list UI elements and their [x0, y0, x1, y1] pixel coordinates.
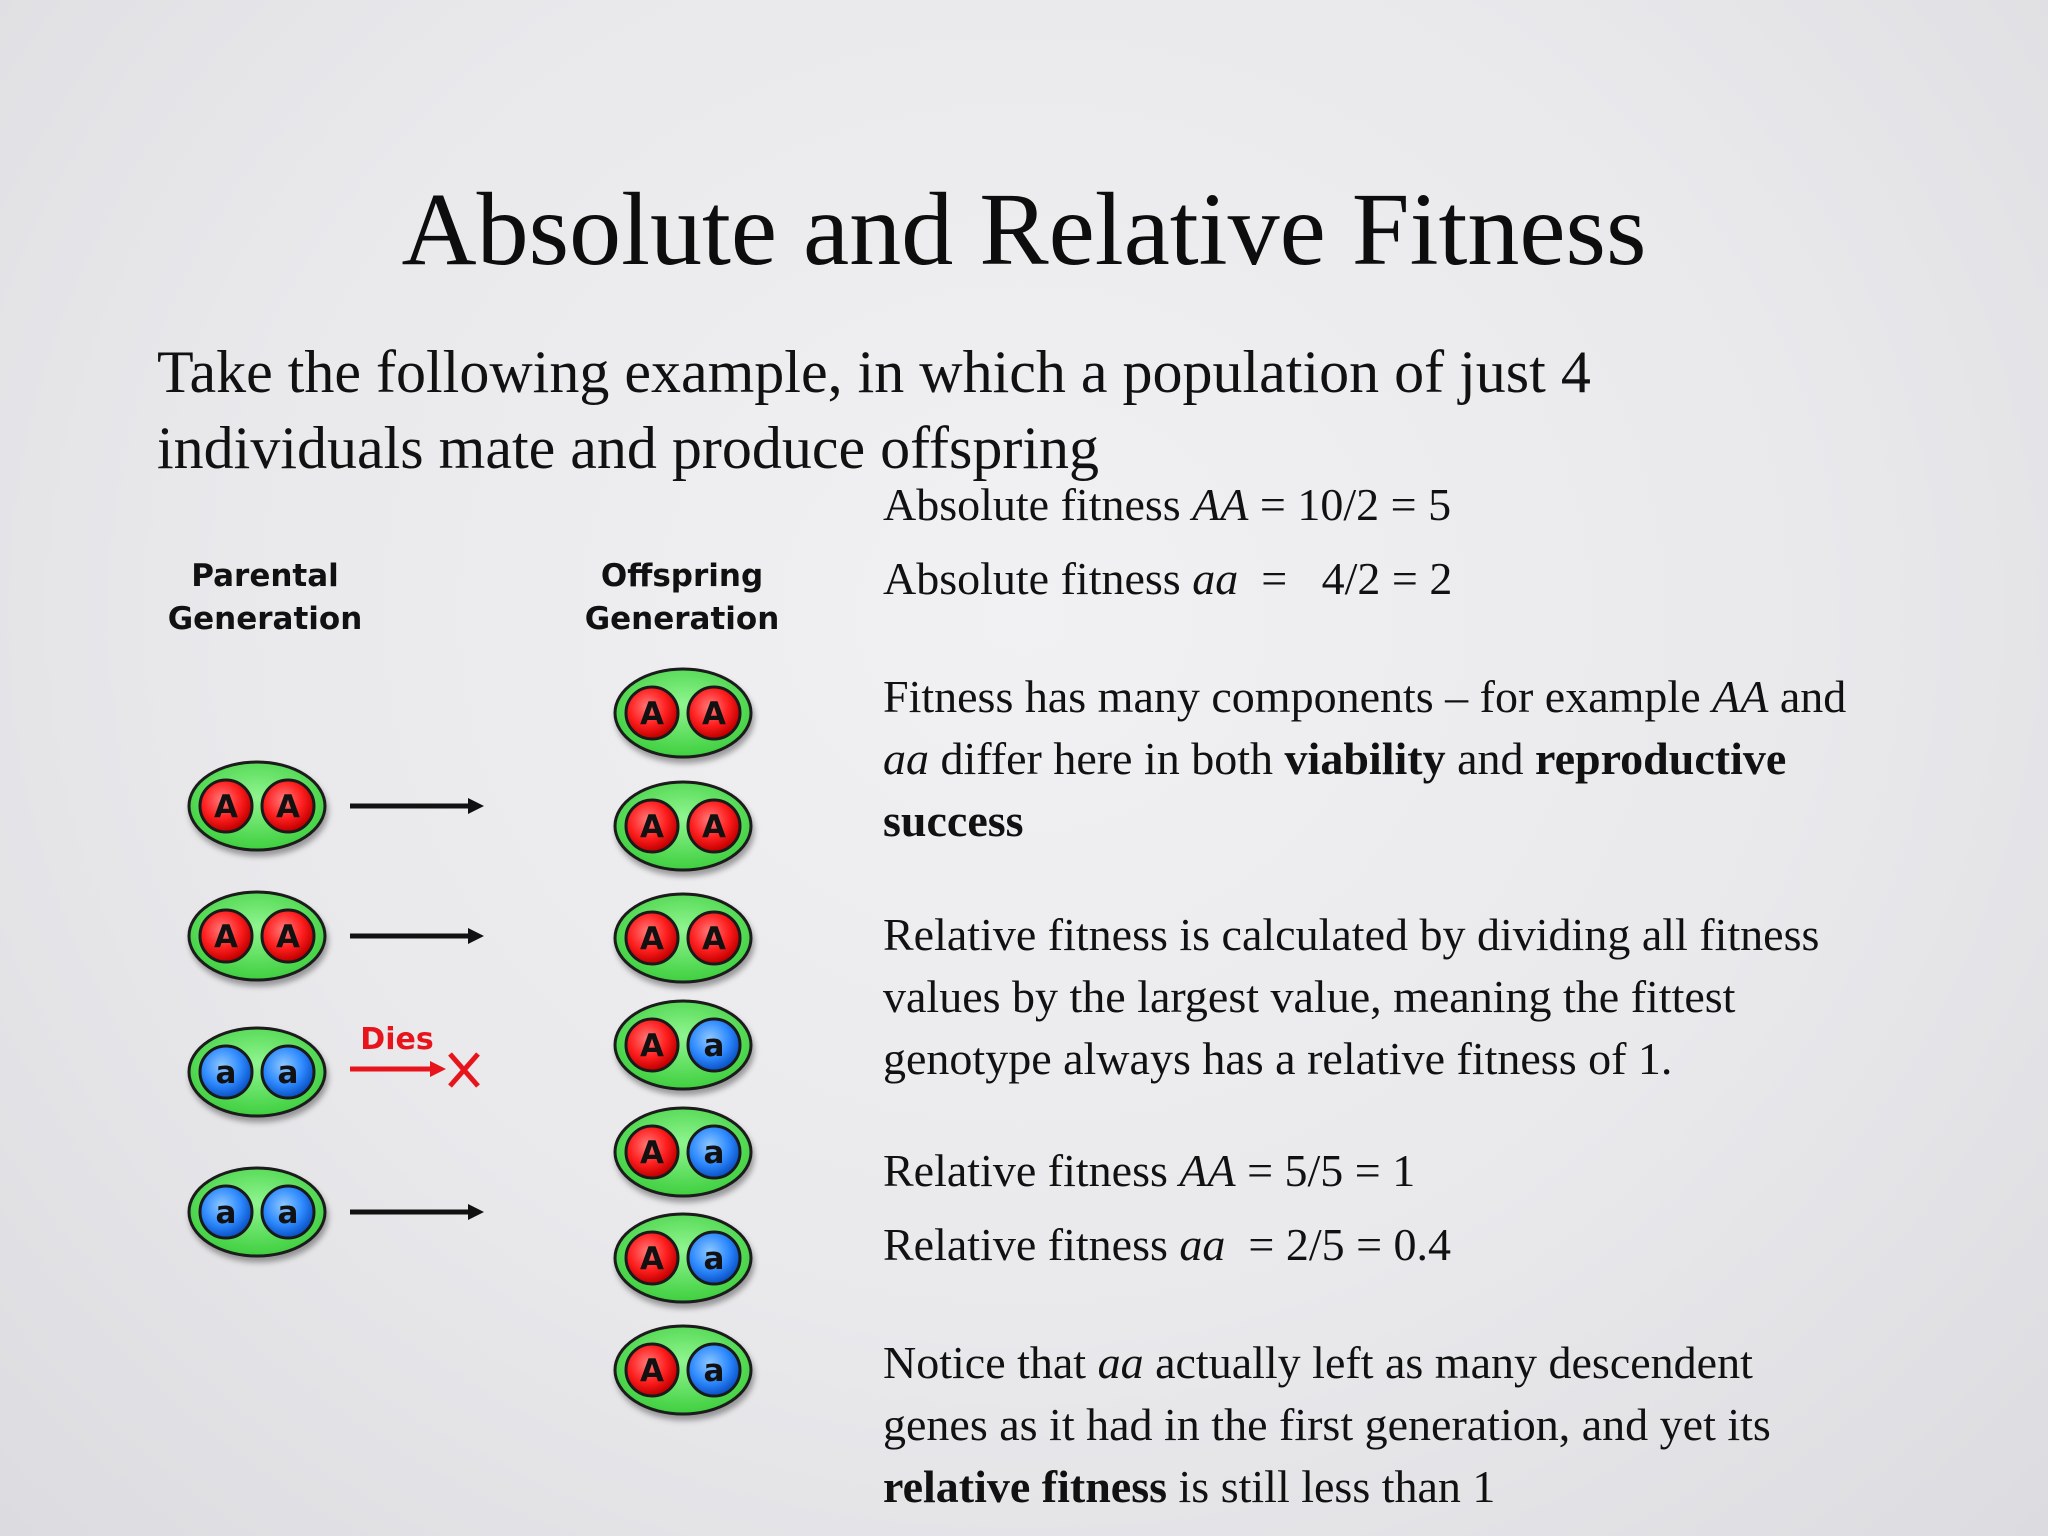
dies-arrow [350, 1061, 446, 1077]
absolute-AA-genotype: AA [1192, 479, 1249, 530]
notice-line-1 [883, 1332, 2033, 1394]
allele-label: A [640, 696, 664, 732]
offspring-label-line-1: Offspring [600, 558, 764, 594]
allele-label: A [640, 1135, 664, 1171]
allele-label: a [277, 1195, 299, 1231]
arrow-head [430, 1061, 446, 1077]
relative-fitness-AA [883, 1140, 1415, 1202]
notice-line-3 [883, 1456, 2033, 1518]
components-text-1: Fitness has many components – for example [883, 671, 1713, 722]
absolute-AA-expression: = 10/2 = 5 [1248, 479, 1452, 530]
relative-AA-expression: = 5/5 = 1 [1235, 1145, 1416, 1196]
allele-label: A [702, 809, 726, 845]
arrow-head [468, 928, 484, 944]
components-text-2: and [1768, 671, 1847, 722]
components-genotype-AA: AA [1712, 671, 1769, 722]
allele-label: A [214, 919, 238, 955]
components-text-4: and [1445, 733, 1535, 784]
allele-label: a [703, 1028, 725, 1064]
allele-label: A [276, 919, 300, 955]
relative-fitness-aa [883, 1214, 1451, 1276]
offspring-cell-4 [615, 1001, 751, 1089]
offspring-cell-3 [615, 894, 751, 982]
genotype-diagram [0, 0, 900, 1536]
allele-label: A [702, 921, 726, 957]
notice-paragraph [883, 1332, 2033, 1518]
allele-label: A [640, 1028, 664, 1064]
offspring-cell-2 [615, 782, 751, 870]
components-viability: viability [1284, 733, 1446, 784]
arrow-head [468, 798, 484, 814]
allele-label: a [703, 1135, 725, 1171]
notice-genotype-aa: aa [1097, 1337, 1144, 1388]
intro-line-1: Take the following example, in which a population of just 4 [157, 339, 1591, 405]
parent-cell-2 [189, 892, 325, 980]
fitness-components-paragraph [883, 666, 2013, 852]
parent-arrow-4 [350, 1204, 484, 1220]
allele-label: a [703, 1353, 725, 1389]
allele-label: A [640, 1241, 664, 1277]
absolute-AA-prefix: Absolute fitness [883, 479, 1193, 530]
parent-arrow-1 [350, 798, 484, 814]
relative-aa-genotype: aa [1179, 1219, 1226, 1270]
dies-x-icon [450, 1054, 478, 1086]
allele-label: A [276, 789, 300, 825]
parent-cell-1 [189, 762, 325, 850]
parent-arrow-2 [350, 928, 484, 944]
components-genotype-aa: aa [883, 733, 929, 784]
relative-def-line-3: genotype always has a relative fitness of 1. [883, 1033, 1673, 1084]
relative-aa-prefix: Relative fitness [883, 1219, 1180, 1270]
notice-relative-fitness: relative fitness [883, 1461, 1168, 1512]
intro-line-2: individuals mate and produce offspring [157, 415, 1100, 481]
offspring-group [615, 669, 751, 1414]
offspring-label-line-2: Generation [584, 601, 780, 637]
allele-label: A [640, 1353, 664, 1389]
components-success: success [883, 795, 1024, 846]
components-line-2 [883, 728, 2013, 790]
arrow-head [468, 1204, 484, 1220]
dies-label: Dies [360, 1022, 434, 1057]
parent-cell-3 [189, 1028, 325, 1116]
slide-title: Absolute and Relative Fitness [401, 172, 1647, 287]
absolute-fitness-aa [883, 548, 1452, 610]
relative-aa-expression: = 2/5 = 0.4 [1225, 1219, 1452, 1270]
notice-line-2: genes as it had in the first generation, and yet its [883, 1399, 1771, 1450]
relative-AA-genotype: AA [1179, 1145, 1236, 1196]
relative-def-line-2: values by the largest value, meaning the fittest [883, 971, 1736, 1022]
offspring-cell-7 [615, 1326, 751, 1414]
relative-fitness-definition [883, 904, 2013, 1090]
offspring-cell-1 [615, 669, 751, 757]
allele-label: a [703, 1241, 725, 1277]
absolute-aa-expression: = 4/2 = 2 [1238, 553, 1453, 604]
components-text-3: differ here in both [929, 733, 1285, 784]
allele-label: a [277, 1055, 299, 1091]
allele-label: A [640, 809, 664, 845]
components-reproductive: reproductive [1535, 733, 1787, 784]
parental-label-line-2: Generation [167, 601, 363, 637]
parental-label-line-1: Parental [191, 558, 339, 594]
relative-AA-prefix: Relative fitness [883, 1145, 1180, 1196]
allele-label: A [702, 696, 726, 732]
notice-text-1: Notice that [883, 1337, 1098, 1388]
absolute-fitness-AA [883, 474, 1451, 536]
components-line-3 [883, 790, 2013, 852]
allele-label: A [640, 921, 664, 957]
notice-text-2: actually left as many descendent [1143, 1337, 1753, 1388]
allele-label: a [215, 1195, 237, 1231]
allele-label: A [214, 789, 238, 825]
parent-cell-4 [189, 1168, 325, 1256]
offspring-cell-6 [615, 1214, 751, 1302]
relative-def-line-1: Relative fitness is calculated by dividing all fitness [883, 909, 1820, 960]
allele-label: a [215, 1055, 237, 1091]
components-line-1 [883, 666, 2013, 728]
offspring-cell-5 [615, 1108, 751, 1196]
parents-group [189, 762, 484, 1256]
absolute-aa-prefix: Absolute fitness [883, 553, 1193, 604]
absolute-aa-genotype: aa [1192, 553, 1239, 604]
notice-text-3: is still less than 1 [1167, 1461, 1496, 1512]
